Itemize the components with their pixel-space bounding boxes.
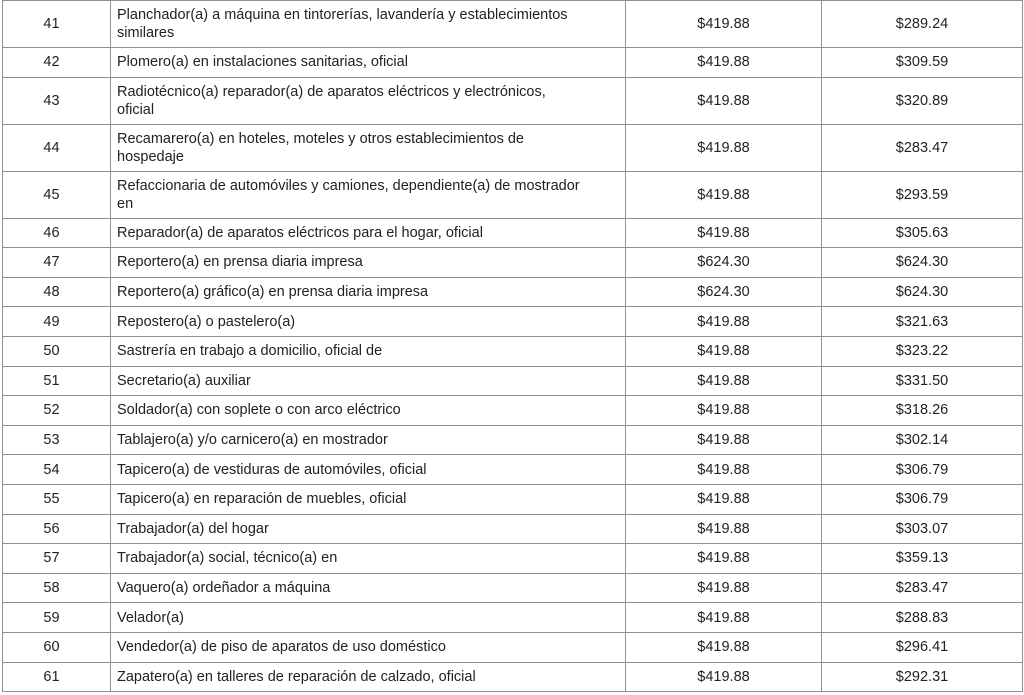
salary-a-cell: $419.88 xyxy=(626,366,822,396)
salary-a-cell: $419.88 xyxy=(626,218,822,248)
table-row xyxy=(3,248,1023,278)
table-row xyxy=(3,573,1023,603)
salary-b-cell: $624.30 xyxy=(822,248,1023,278)
occupation-cell: Reportero(a) en prensa diaria impresa xyxy=(111,248,626,278)
salary-b-cell: $305.63 xyxy=(822,218,1023,248)
table-row xyxy=(3,124,1023,171)
row-number: 51 xyxy=(3,366,111,396)
occupation-cell: Sastrería en trabajo a domicilio, oficial de xyxy=(111,336,626,366)
row-number: 61 xyxy=(3,662,111,692)
occupation-cell: Velador(a) xyxy=(111,603,626,633)
row-number: 41 xyxy=(3,1,111,48)
table-row xyxy=(3,396,1023,426)
salary-b-cell: $318.26 xyxy=(822,396,1023,426)
row-number: 44 xyxy=(3,124,111,171)
salary-a-cell: $419.88 xyxy=(626,544,822,574)
salary-b-cell: $309.59 xyxy=(822,48,1023,78)
row-number: 58 xyxy=(3,573,111,603)
row-number: 49 xyxy=(3,307,111,337)
row-number: 50 xyxy=(3,336,111,366)
salary-b-cell: $283.47 xyxy=(822,573,1023,603)
salary-a-cell: $624.30 xyxy=(626,277,822,307)
salary-b-cell: $306.79 xyxy=(822,455,1023,485)
occupation-cell: Reparador(a) de aparatos eléctricos para el hogar, oficial xyxy=(111,218,626,248)
occupation-cell: Trabajador(a) social, técnico(a) en xyxy=(111,544,626,574)
table-row xyxy=(3,48,1023,78)
salary-b-cell: $320.89 xyxy=(822,77,1023,124)
table-row xyxy=(3,662,1023,692)
table-row xyxy=(3,484,1023,514)
table-row xyxy=(3,632,1023,662)
table-row xyxy=(3,603,1023,633)
salary-table-body xyxy=(3,1,1023,692)
row-number: 48 xyxy=(3,277,111,307)
salary-a-cell: $419.88 xyxy=(626,307,822,337)
salary-a-cell: $419.88 xyxy=(626,396,822,426)
row-number: 60 xyxy=(3,632,111,662)
occupation-cell: Tapicero(a) en reparación de muebles, oficial xyxy=(111,484,626,514)
salary-b-cell: $359.13 xyxy=(822,544,1023,574)
occupation-cell: Tapicero(a) de vestiduras de automóviles, oficial xyxy=(111,455,626,485)
salary-b-cell: $296.41 xyxy=(822,632,1023,662)
occupation-cell: Trabajador(a) del hogar xyxy=(111,514,626,544)
salary-a-cell: $419.88 xyxy=(626,573,822,603)
occupation-cell: Vendedor(a) de piso de aparatos de uso doméstico xyxy=(111,632,626,662)
salary-a-cell: $419.88 xyxy=(626,336,822,366)
salary-a-cell: $419.88 xyxy=(626,455,822,485)
row-number: 59 xyxy=(3,603,111,633)
salary-b-cell: $293.59 xyxy=(822,171,1023,218)
row-number: 46 xyxy=(3,218,111,248)
table-row xyxy=(3,218,1023,248)
salary-a-cell: $419.88 xyxy=(626,603,822,633)
occupation-cell: Plomero(a) en instalaciones sanitarias, oficial xyxy=(111,48,626,78)
salary-a-cell: $624.30 xyxy=(626,248,822,278)
occupation-cell: Refaccionaria de automóviles y camiones, dependiente(a) de mostrador en xyxy=(111,171,626,218)
occupation-cell: Tablajero(a) y/o carnicero(a) en mostrador xyxy=(111,425,626,455)
occupation-cell: Vaquero(a) ordeñador a máquina xyxy=(111,573,626,603)
salary-b-cell: $321.63 xyxy=(822,307,1023,337)
salary-b-cell: $303.07 xyxy=(822,514,1023,544)
salary-a-cell: $419.88 xyxy=(626,124,822,171)
salary-a-cell: $419.88 xyxy=(626,484,822,514)
salary-a-cell: $419.88 xyxy=(626,77,822,124)
salary-b-cell: $289.24 xyxy=(822,1,1023,48)
table-row xyxy=(3,1,1023,48)
occupation-cell: Soldador(a) con soplete o con arco eléctrico xyxy=(111,396,626,426)
occupation-cell: Secretario(a) auxiliar xyxy=(111,366,626,396)
table-row xyxy=(3,455,1023,485)
table-row xyxy=(3,425,1023,455)
row-number: 57 xyxy=(3,544,111,574)
salary-a-cell: $419.88 xyxy=(626,1,822,48)
table-row xyxy=(3,336,1023,366)
salary-b-cell: $292.31 xyxy=(822,662,1023,692)
occupation-cell: Reportero(a) gráfico(a) en prensa diaria impresa xyxy=(111,277,626,307)
row-number: 53 xyxy=(3,425,111,455)
salary-b-cell: $302.14 xyxy=(822,425,1023,455)
table-row xyxy=(3,307,1023,337)
row-number: 55 xyxy=(3,484,111,514)
salary-b-cell: $323.22 xyxy=(822,336,1023,366)
occupation-cell: Zapatero(a) en talleres de reparación de calzado, oficial xyxy=(111,662,626,692)
salary-a-cell: $419.88 xyxy=(626,632,822,662)
row-number: 56 xyxy=(3,514,111,544)
row-number: 42 xyxy=(3,48,111,78)
row-number: 45 xyxy=(3,171,111,218)
salary-a-cell: $419.88 xyxy=(626,171,822,218)
occupation-cell: Planchador(a) a máquina en tintorerías, lavandería y establecimientos similares xyxy=(111,1,626,48)
occupation-cell: Repostero(a) o pastelero(a) xyxy=(111,307,626,337)
table-row xyxy=(3,544,1023,574)
table-row xyxy=(3,277,1023,307)
salary-a-cell: $419.88 xyxy=(626,48,822,78)
row-number: 54 xyxy=(3,455,111,485)
salary-a-cell: $419.88 xyxy=(626,514,822,544)
row-number: 43 xyxy=(3,77,111,124)
table-row xyxy=(3,366,1023,396)
salary-a-cell: $419.88 xyxy=(626,662,822,692)
table-row xyxy=(3,171,1023,218)
salary-b-cell: $288.83 xyxy=(822,603,1023,633)
row-number: 47 xyxy=(3,248,111,278)
salary-b-cell: $306.79 xyxy=(822,484,1023,514)
salary-table xyxy=(2,0,1023,692)
table-row xyxy=(3,77,1023,124)
occupation-cell: Radiotécnico(a) reparador(a) de aparatos eléctricos y electrónicos, oficial xyxy=(111,77,626,124)
table-row xyxy=(3,514,1023,544)
row-number: 52 xyxy=(3,396,111,426)
salary-b-cell: $624.30 xyxy=(822,277,1023,307)
salary-b-cell: $283.47 xyxy=(822,124,1023,171)
salary-b-cell: $331.50 xyxy=(822,366,1023,396)
occupation-cell: Recamarero(a) en hoteles, moteles y otros establecimientos de hospedaje xyxy=(111,124,626,171)
salary-a-cell: $419.88 xyxy=(626,425,822,455)
